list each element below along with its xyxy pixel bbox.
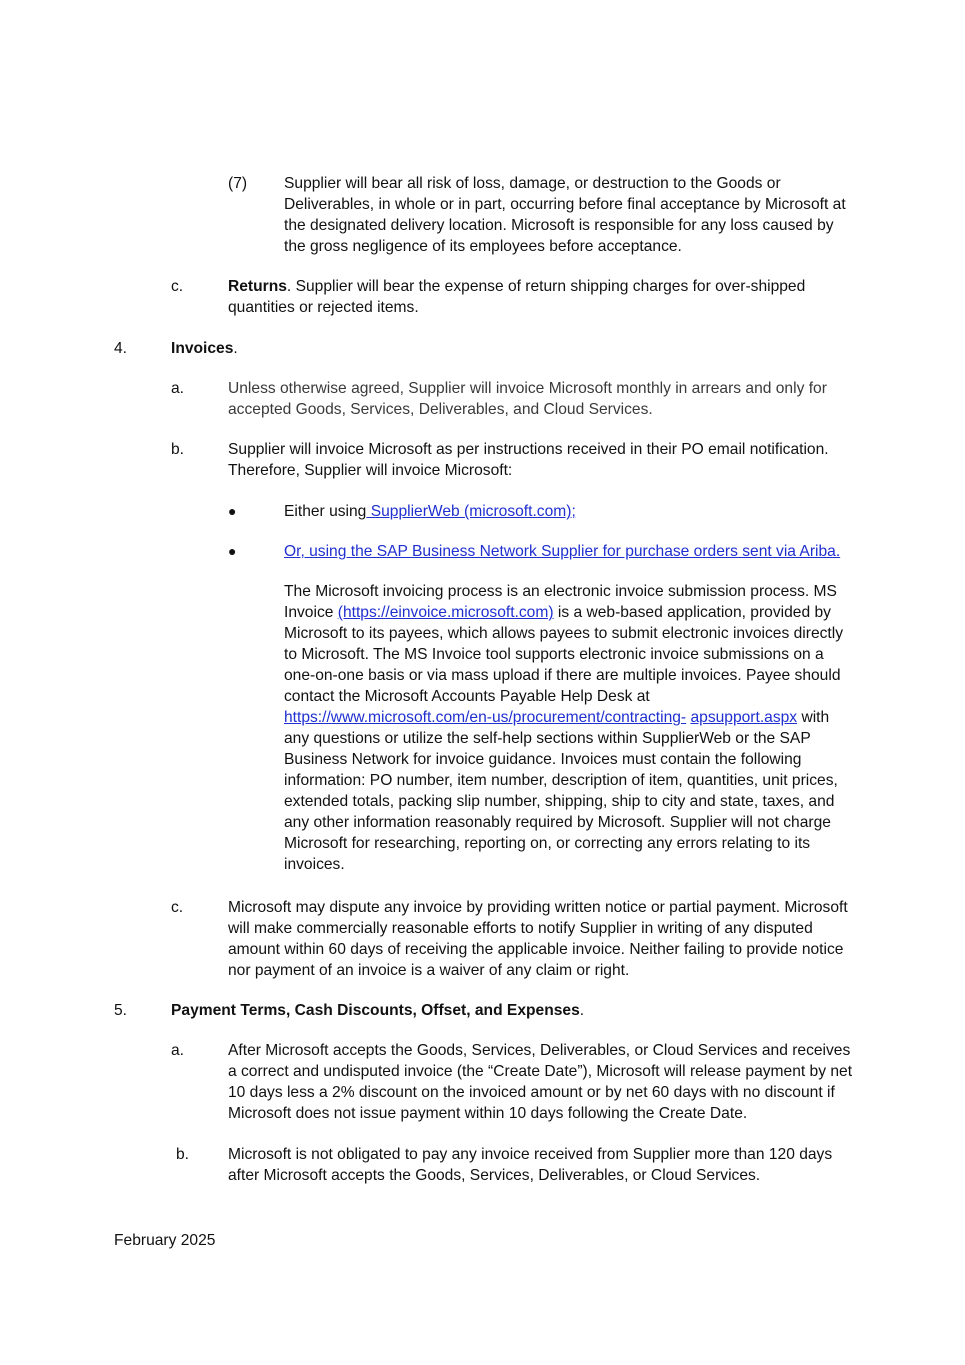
item-7-text: Supplier will bear all risk of loss, damage, or destruction to the Goods or Deliverables, in whole or in part, occurring before final acceptance by Microsoft at the designated delivery location. Microsoft is responsible for any loss caused by the gross negligence of its employees before acceptance. xyxy=(284,175,846,255)
section-4-number: 4. xyxy=(114,340,128,357)
section-4-title xyxy=(171,338,238,359)
section-5-number: 5. xyxy=(114,1002,128,1019)
invoicing-text-2: is a web-based application, provided by Microsoft to its payees, which allows payees to submit electronic invoices directly to Microsoft. The MS Invoice tool supports electronic invoice submissions on a one-on-one basis or via mass upload if there are multiple invoices. Payee should contact the Microsoft Accounts Payable Help Desk at xyxy=(284,604,844,705)
item-7-number: (7) xyxy=(228,175,248,192)
bullet-2-dot: ● xyxy=(228,543,237,559)
invoicing-text-3: with any questions or utilize the self-help sections within SupplierWeb or the SAP Business Network for invoice guidance. Invoices must contain the following information: PO number, item number, description of item, quantities, unit prices, extended totals, packing slip number, shipping, ship to city and state, taxes, and any other information reasonably required by Microsoft. Supplier will not charge Microsoft for researching, reporting on, or correcting any errors relating to its invoices. xyxy=(284,709,838,873)
footer-date: February 2025 xyxy=(114,1232,216,1249)
section-4c-number: c. xyxy=(171,899,184,916)
invoicing-process-paragraph xyxy=(284,581,857,875)
sap-business-network-link[interactable]: Or, using the SAP Business Network Supplier for purchase orders sent via Ariba. xyxy=(284,543,841,560)
bullet-2 xyxy=(284,541,840,562)
section-5b-text: Microsoft is not obligated to pay any invoice received from Supplier more than 120 days after Microsoft accepts the Goods, Services, Deliverables, or Cloud Services. xyxy=(228,1146,833,1184)
bullet-1 xyxy=(284,501,576,522)
section-5-period: . xyxy=(579,1002,585,1019)
returns-paragraph xyxy=(228,276,828,318)
invoicing-text-1: The Microsoft invoicing process is an electronic invoice submission process. MS Invoice xyxy=(284,583,837,621)
section-4b-text: Supplier will invoice Microsoft as per instructions received in their PO email notification. Therefore, Supplier will invoice Microsoft: xyxy=(228,441,829,479)
supplierweb-link[interactable]: SupplierWeb (microsoft.com); xyxy=(366,503,576,520)
section-5a-number: a. xyxy=(171,1042,185,1059)
apsupport-link[interactable]: apsupport.aspx xyxy=(690,709,798,726)
section-5-title xyxy=(171,1000,584,1021)
section-4a-text: Unless otherwise agreed, Supplier will invoice Microsoft monthly in arrears and only for accepted Goods, Services, Deliverables, and Cloud Services. xyxy=(228,380,827,418)
bullet-1-dot: ● xyxy=(228,503,237,519)
section-5-heading: Payment Terms, Cash Discounts, Offset, and Expenses xyxy=(171,1002,580,1019)
returns-heading: Returns xyxy=(228,278,287,295)
section-5a-text: After Microsoft accepts the Goods, Services, Deliverables, or Cloud Services and receives a correct and undisputed invoice (the “Create Date”), Microsoft will release payment by net 10 days less a 2% discount on the invoiced amount or by net 60 days with no discount if Microsoft does not issue payment within 10 days following the Create Date. xyxy=(228,1042,853,1122)
bullet-1-text: Either using xyxy=(284,503,367,520)
section-4-period: . xyxy=(233,340,238,357)
section-4b-number: b. xyxy=(171,441,185,458)
returns-text: . Supplier will bear the expense of return shipping charges for over-shipped quantities or rejected items. xyxy=(228,278,806,316)
section-4c-text: Microsoft may dispute any invoice by providing written notice or partial payment. Microsoft will make commercially reasonable efforts to notify Supplier in writing of any disputed amount within 60 days of receiving the applicable invoice. Neither failing to provide notice nor payment of an invoice is a waiver of any claim or right. xyxy=(228,899,848,979)
section-4-heading: Invoices xyxy=(171,340,234,357)
returns-number: c. xyxy=(171,278,184,295)
procurement-contracting-link[interactable]: https://www.microsoft.com/en-us/procurement/contracting- xyxy=(284,709,687,726)
section-5b-number: b. xyxy=(176,1146,190,1163)
section-4a-number: a. xyxy=(171,380,185,397)
einvoice-link[interactable]: (https://einvoice.microsoft.com) xyxy=(337,604,554,621)
